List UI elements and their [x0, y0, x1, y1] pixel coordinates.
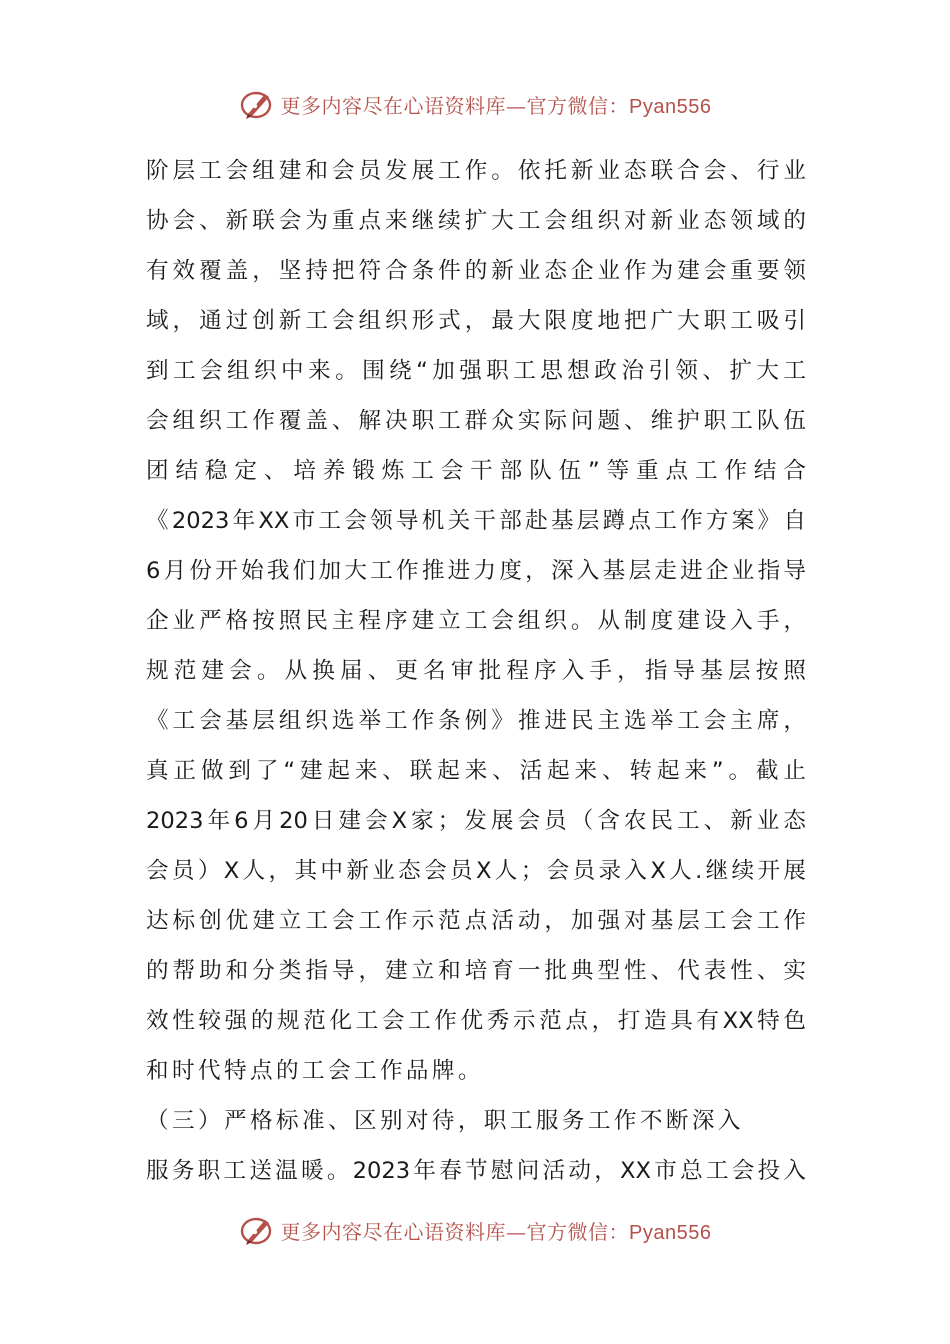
- body-line: 企业严格按照民主程序建立工会组织。从制度建设入手，: [146, 608, 806, 634]
- pen-seal-icon: [239, 1214, 275, 1246]
- pen-seal-icon: [239, 88, 275, 120]
- body-line: 域，通过创新工会组织形式，最大限度地把广大职工吸引: [146, 308, 806, 334]
- body-line: 2023年6月20日建会X家；发展会员（含农民工、新业态: [146, 808, 806, 834]
- body-line: 达标创优建立工会工作示范点活动，加强对基层工会工作: [146, 908, 806, 934]
- body-line: 6月份开始我们加大工作推进力度，深入基层走进企业指导: [146, 558, 806, 584]
- footer-watermark: [0, 1210, 950, 1250]
- body-line: 《工会基层组织选举工作条例》推进民主选举工会主席，: [146, 708, 806, 734]
- body-line: 到工会组织中来。围绕“加强职工思想政治引领、扩大工: [146, 358, 806, 384]
- body-line: 服务职工送温暖。2023年春节慰问活动，XX市总工会投入: [146, 1158, 806, 1184]
- watermark-text: 更多内容尽在心语资料库—官方微信：Pyan556: [280, 1219, 712, 1244]
- body-line: 阶层工会组建和会员发展工作。依托新业态联合会、行业: [146, 158, 806, 184]
- body-line: 会员）X人，其中新业态会员X人；会员录入X人.继续开展: [146, 858, 806, 884]
- body-line: 规范建会。从换届、更名审批程序入手，指导基层按照: [146, 658, 806, 684]
- body-line: 《2023年XX市工会领导机关干部赴基层蹲点工作方案》自: [146, 508, 806, 534]
- body-line: 效性较强的规范化工会工作优秀示范点，打造具有XX特色: [146, 1008, 806, 1034]
- body-line: 团结稳定、培养锻炼工会干部队伍”等重点工作结合: [146, 458, 806, 484]
- body-line: 的帮助和分类指导，建立和培育一批典型性、代表性、实: [146, 958, 806, 984]
- header-watermark: [0, 84, 950, 124]
- body-line: 有效覆盖，坚持把符合条件的新业态企业作为建会重要领: [146, 258, 806, 284]
- body-line: 和时代特点的工会工作品牌。: [146, 1058, 484, 1084]
- body-line: 会组织工作覆盖、解决职工群众实际问题、维护职工队伍: [146, 408, 806, 434]
- document-body: [146, 146, 806, 1196]
- watermark-text: 更多内容尽在心语资料库—官方微信：Pyan556: [280, 93, 712, 118]
- body-line: 协会、新联会为重点来继续扩大工会组织对新业态领域的: [146, 208, 806, 234]
- section-heading: （三）严格标准、区别对待，职工服务工作不断深入: [146, 1108, 744, 1134]
- body-line: 真正做到了“建起来、联起来、活起来、转起来”。截止: [146, 758, 806, 784]
